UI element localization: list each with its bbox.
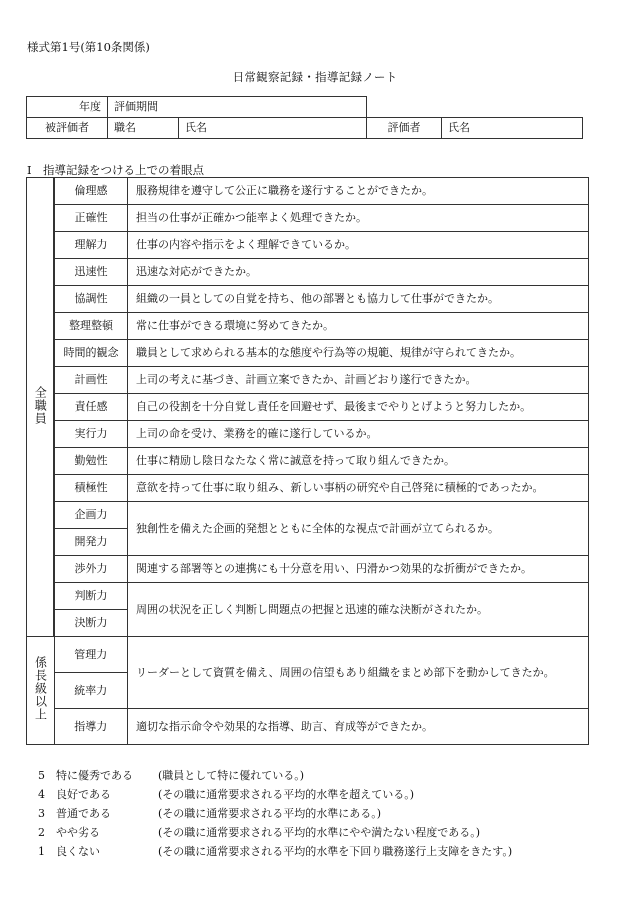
item-description: 担当の仕事が正確かつ能率よく処理できたか。 [128, 205, 589, 232]
table-row [27, 340, 589, 367]
rating-description: (その職に通常要求される平均的水準を超えている。) [158, 788, 415, 801]
category-supervisor [27, 637, 55, 745]
period-label: 評価期間 [114, 100, 158, 114]
evaluatee-label: 被評価者 [45, 121, 89, 135]
rating-description: (職員として特に優れている。) [158, 769, 305, 782]
info-blank [367, 97, 583, 118]
table-row [27, 475, 589, 502]
section-heading: Ⅰ 指導記録をつける上での着眼点 [27, 163, 205, 177]
table-row [27, 394, 589, 421]
year-label: 年度 [79, 100, 101, 114]
category-label: 係長級以上 [33, 656, 48, 722]
item-label: 統率力 [54, 673, 128, 709]
position-label: 職名 [114, 121, 136, 135]
item-label: 理解力 [54, 232, 128, 259]
item-label: 決断力 [54, 610, 128, 637]
evaluator-name-label: 氏名 [448, 121, 470, 135]
document-title: 日常観察記録・指導記録ノート [232, 70, 398, 84]
item-label: 協調性 [54, 286, 128, 313]
item-description: 適切な指示命令や効果的な指導、助言、育成等ができたか。 [128, 709, 589, 745]
table-row [27, 556, 589, 583]
evaluation-table [26, 177, 589, 745]
info-table [26, 96, 583, 139]
rating-label: 3 普通である [38, 807, 111, 820]
item-label: 倫理感 [54, 178, 128, 205]
item-description: 上司の考えに基づき、計画立案できたか、計画どおり遂行できたか。 [128, 367, 589, 394]
table-row [27, 448, 589, 475]
table-row [27, 205, 589, 232]
evaluatee-name-blank [316, 118, 367, 139]
rating-label: 4 良好である [38, 788, 111, 801]
table-row [27, 313, 589, 340]
item-label: 正確性 [54, 205, 128, 232]
item-description: 服務規律を遵守して公正に職務を遂行することができたか。 [128, 178, 589, 205]
evaluator-label: 評価者 [387, 121, 421, 135]
table-row [27, 502, 589, 529]
category-label: 全職員 [33, 385, 48, 425]
item-description: 自己の役割を十分自覚し責任を回避せず、最後までやりとげようと努力したか。 [128, 394, 589, 421]
table-row [27, 637, 589, 673]
item-label: 管理力 [54, 637, 128, 673]
item-description: 周囲の状況を正しく判断し問題点の把握と迅速的確な決断がされたか。 [128, 583, 589, 637]
table-row [27, 286, 589, 313]
item-description: 独創性を備えた企画的発想とともに全体的な視点で計画が立てられるか。 [128, 502, 589, 556]
info-row-period [27, 97, 583, 118]
item-label: 時間的観念 [54, 340, 128, 367]
rating-label: 2 やや劣る [38, 826, 100, 839]
info-row-people [27, 118, 583, 139]
evaluator-name-cell [442, 118, 583, 139]
rating-description: (その職に通常要求される平均的水準を下回り職務遂行上支障をきたす。) [158, 845, 513, 858]
item-label: 指導力 [54, 709, 128, 745]
table-row [27, 259, 589, 286]
item-description: 仕事に精励し陰日なたなく常に誠意を持って取り組んできたか。 [128, 448, 589, 475]
table-row [27, 178, 589, 205]
rating-description: (その職に通常要求される平均的水準にやや満たない程度である。) [158, 826, 481, 839]
item-description: 仕事の内容や指示をよく理解できているか。 [128, 232, 589, 259]
item-description: リーダーとして資質を備え、周囲の信望もあり組織をまとめ部下を動かしてきたか。 [128, 637, 589, 709]
rating-description: (その職に通常要求される平均的水準にある。) [158, 807, 382, 820]
item-description: 職員として求められる基本的な態度や行為等の規範、規律が守られてきたか。 [128, 340, 589, 367]
item-label: 渉外力 [54, 556, 128, 583]
table-row [27, 367, 589, 394]
item-label: 企画力 [54, 502, 128, 529]
table-row [27, 709, 589, 745]
item-label: 責任感 [54, 394, 128, 421]
form-number: 様式第1号(第10条関係) [27, 40, 150, 54]
year-label-cell [27, 97, 108, 118]
evaluatee-name-label: 氏名 [185, 121, 207, 135]
table-row [27, 583, 589, 610]
item-label: 迅速性 [54, 259, 128, 286]
category-all-staff [27, 178, 55, 637]
table-row [27, 421, 589, 448]
evaluatee-name-cell [179, 118, 317, 139]
table-row [27, 232, 589, 259]
item-description: 迅速な対応ができたか。 [128, 259, 589, 286]
item-label: 判断力 [54, 583, 128, 610]
item-description: 組織の一員としての自覚を持ち、他の部署とも協力して仕事ができたか。 [128, 286, 589, 313]
item-description: 上司の命を受け、業務を的確に遂行しているか。 [128, 421, 589, 448]
period-label-cell [108, 97, 367, 118]
item-label: 計画性 [54, 367, 128, 394]
item-label: 勤勉性 [54, 448, 128, 475]
position-label-cell [108, 118, 179, 139]
item-label: 整理整頓 [54, 313, 128, 340]
item-description: 常に仕事ができる環境に努めてきたか。 [128, 313, 589, 340]
rating-label: 1 良くない [38, 845, 100, 858]
item-description: 意欲を持って仕事に取り組み、新しい事柄の研究や自己啓発に積極的であったか。 [128, 475, 589, 502]
item-label: 積極性 [54, 475, 128, 502]
item-label: 実行力 [54, 421, 128, 448]
evaluatee-label-cell [27, 118, 108, 139]
item-label: 開発力 [54, 529, 128, 556]
evaluator-label-cell [367, 118, 442, 139]
item-description: 関連する部署等との連携にも十分意を用い、円滑かつ効果的な折衝ができたか。 [128, 556, 589, 583]
rating-label: 5 特に優秀である [38, 769, 133, 782]
